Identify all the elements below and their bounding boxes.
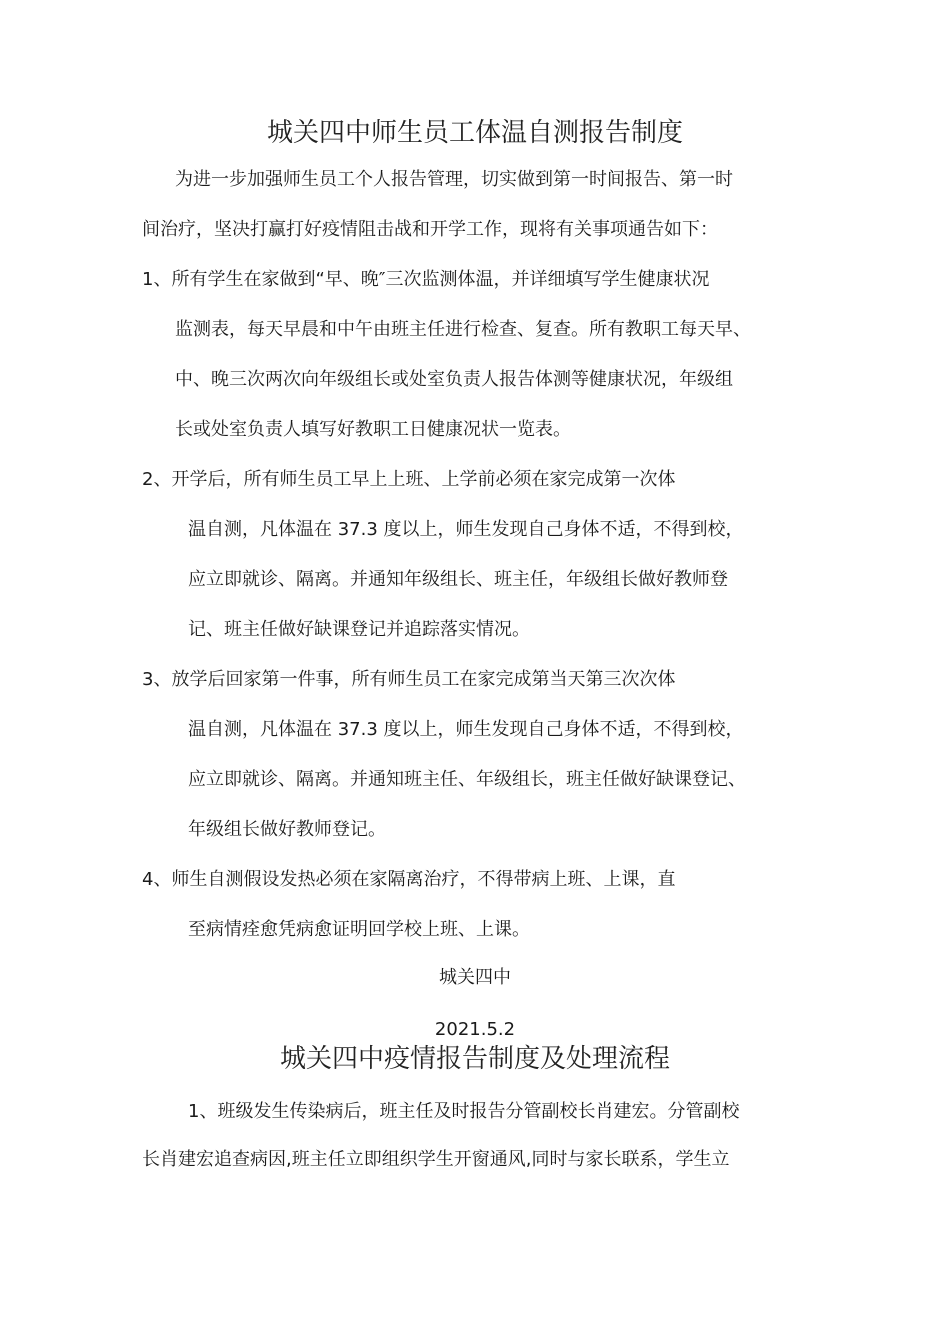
doc1-item3-line: 3、放学后回家第一件事，所有师生员工在家完成第当天第三次次体 (142, 669, 676, 690)
doc1-item4-line: 至病情痊愈凭病愈证明回学校上班、上课。 (188, 919, 530, 940)
doc1-item2-line: 记、班主任做好缺课登记并追踪落实情况。 (188, 619, 530, 640)
doc1-item3-line: 温自测，凡体温在 37.3 度以上，师生发现自己身体不适，不得到校， (188, 719, 744, 740)
doc1-signature: 城关四中 (439, 967, 511, 988)
doc1-item3-line: 年级组长做好教师登记。 (188, 819, 386, 840)
doc1-item2-line: 2、开学后，所有师生员工早上上班、上学前必须在家完成第一次体 (142, 469, 676, 490)
doc2-title: 城关四中疫情报告制度及处理流程 (279, 1044, 670, 1074)
doc1-item1-line: 1、所有学生在家做到“早、晚″三次监测体温，并详细填写学生健康状况 (142, 269, 710, 290)
doc2-para1-line: 长肖建宏追查病因,班主任立即组织学生开窗通风,同时与家长联系，学生立 (142, 1149, 730, 1170)
doc1-item1-line: 长或处室负责人填写好教职工日健康况状一览表。 (175, 419, 571, 440)
doc1-item1-line: 监测表，每天早晨和中午由班主任进行检查、复查。所有教职工每天早、 (175, 319, 751, 340)
doc1-item2-line: 温自测，凡体温在 37.3 度以上，师生发现自己身体不适，不得到校， (188, 519, 744, 540)
doc2-para1-line: 1、班级发生传染病后，班主任及时报告分管副校长肖建宏。分管副校 (188, 1101, 740, 1122)
doc1-date: 2021.5.2 (434, 1019, 516, 1040)
doc1-item2-line: 应立即就诊、隔离。并通知年级组长、班主任，年级组长做好教师登 (188, 569, 728, 590)
doc1-intro-line: 间治疗，坚决打赢打好疫情阻击战和开学工作，现将有关事项通告如下： (142, 219, 718, 240)
doc1-title: 城关四中师生员工体温自测报告制度 (266, 118, 683, 148)
doc1-item4-line: 4、师生自测假设发热必须在家隔离治疗，不得带病上班、上课，直 (142, 869, 676, 890)
doc1-intro-line: 为进一步加强师生员工个人报告管理，切实做到第一时间报告、第一时 (175, 169, 733, 190)
doc1-item1-line: 中、晚三次两次向年级组长或处室负责人报告体测等健康状况，年级组 (175, 369, 733, 390)
doc1-item3-line: 应立即就诊、隔离。并通知班主任、年级组长，班主任做好缺课登记、 (188, 769, 746, 790)
